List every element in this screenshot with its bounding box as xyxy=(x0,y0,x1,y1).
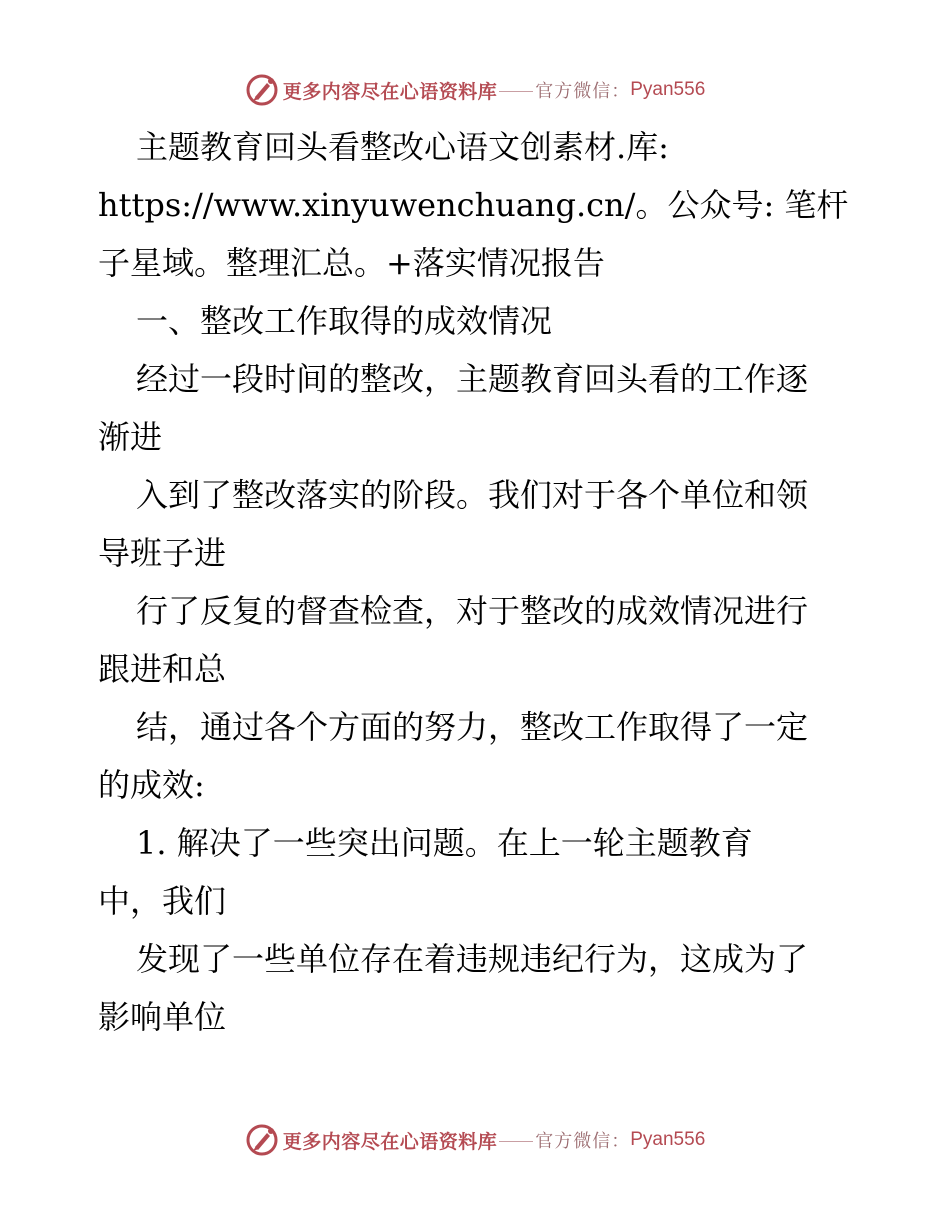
banner-wechat-id: Pyan556 xyxy=(630,1129,706,1150)
banner-divider xyxy=(499,91,533,92)
body-line: 中，我们 xyxy=(98,882,227,920)
banner-official-label: 官方微信： xyxy=(535,1131,631,1152)
banner-official-label: 官方微信： xyxy=(535,81,631,102)
body-line: 影响单位 xyxy=(98,998,227,1036)
banner-wechat-id: Pyan556 xyxy=(630,79,706,100)
body-line: 经过一段时间的整改，主题教育回头看的工作逐 xyxy=(136,360,809,398)
banner-title: 更多内容尽在心语资料库 xyxy=(282,1130,498,1153)
section-heading: 一、整改工作取得的成效情况 xyxy=(136,302,553,340)
body-line: 的成效: xyxy=(98,766,205,804)
footer-banner xyxy=(0,1120,950,1160)
body-line: 子星域。整理汇总。+落实情况报告 xyxy=(98,244,605,282)
body-line: 入到了整改落实的阶段。我们对于各个单位和领 xyxy=(136,476,809,514)
list-item: 1. 解决了一些突出问题。在上一轮主题教育 xyxy=(136,824,753,862)
banner-title: 更多内容尽在心语资料库 xyxy=(282,80,498,103)
pen-logo-icon xyxy=(245,1123,279,1157)
body-line: 行了反复的督查检查，对于整改的成效情况进行 xyxy=(136,592,809,630)
body-line: 主题教育回头看整改心语文创素材.库: xyxy=(136,128,669,166)
body-line: 渐进 xyxy=(98,418,163,456)
body-line: https://www.xinyuwenchuang.cn/。公众号: 笔杆 xyxy=(98,186,849,224)
header-banner xyxy=(0,70,950,110)
body-line: 结，通过各个方面的努力，整改工作取得了一定 xyxy=(136,708,809,746)
pen-logo-icon xyxy=(245,73,279,107)
banner-divider xyxy=(499,1141,533,1142)
body-line: 导班子进 xyxy=(98,534,227,572)
document-body xyxy=(98,118,854,1046)
body-line: 跟进和总 xyxy=(98,650,227,688)
body-line: 发现了一些单位存在着违规违纪行为，这成为了 xyxy=(136,940,809,978)
